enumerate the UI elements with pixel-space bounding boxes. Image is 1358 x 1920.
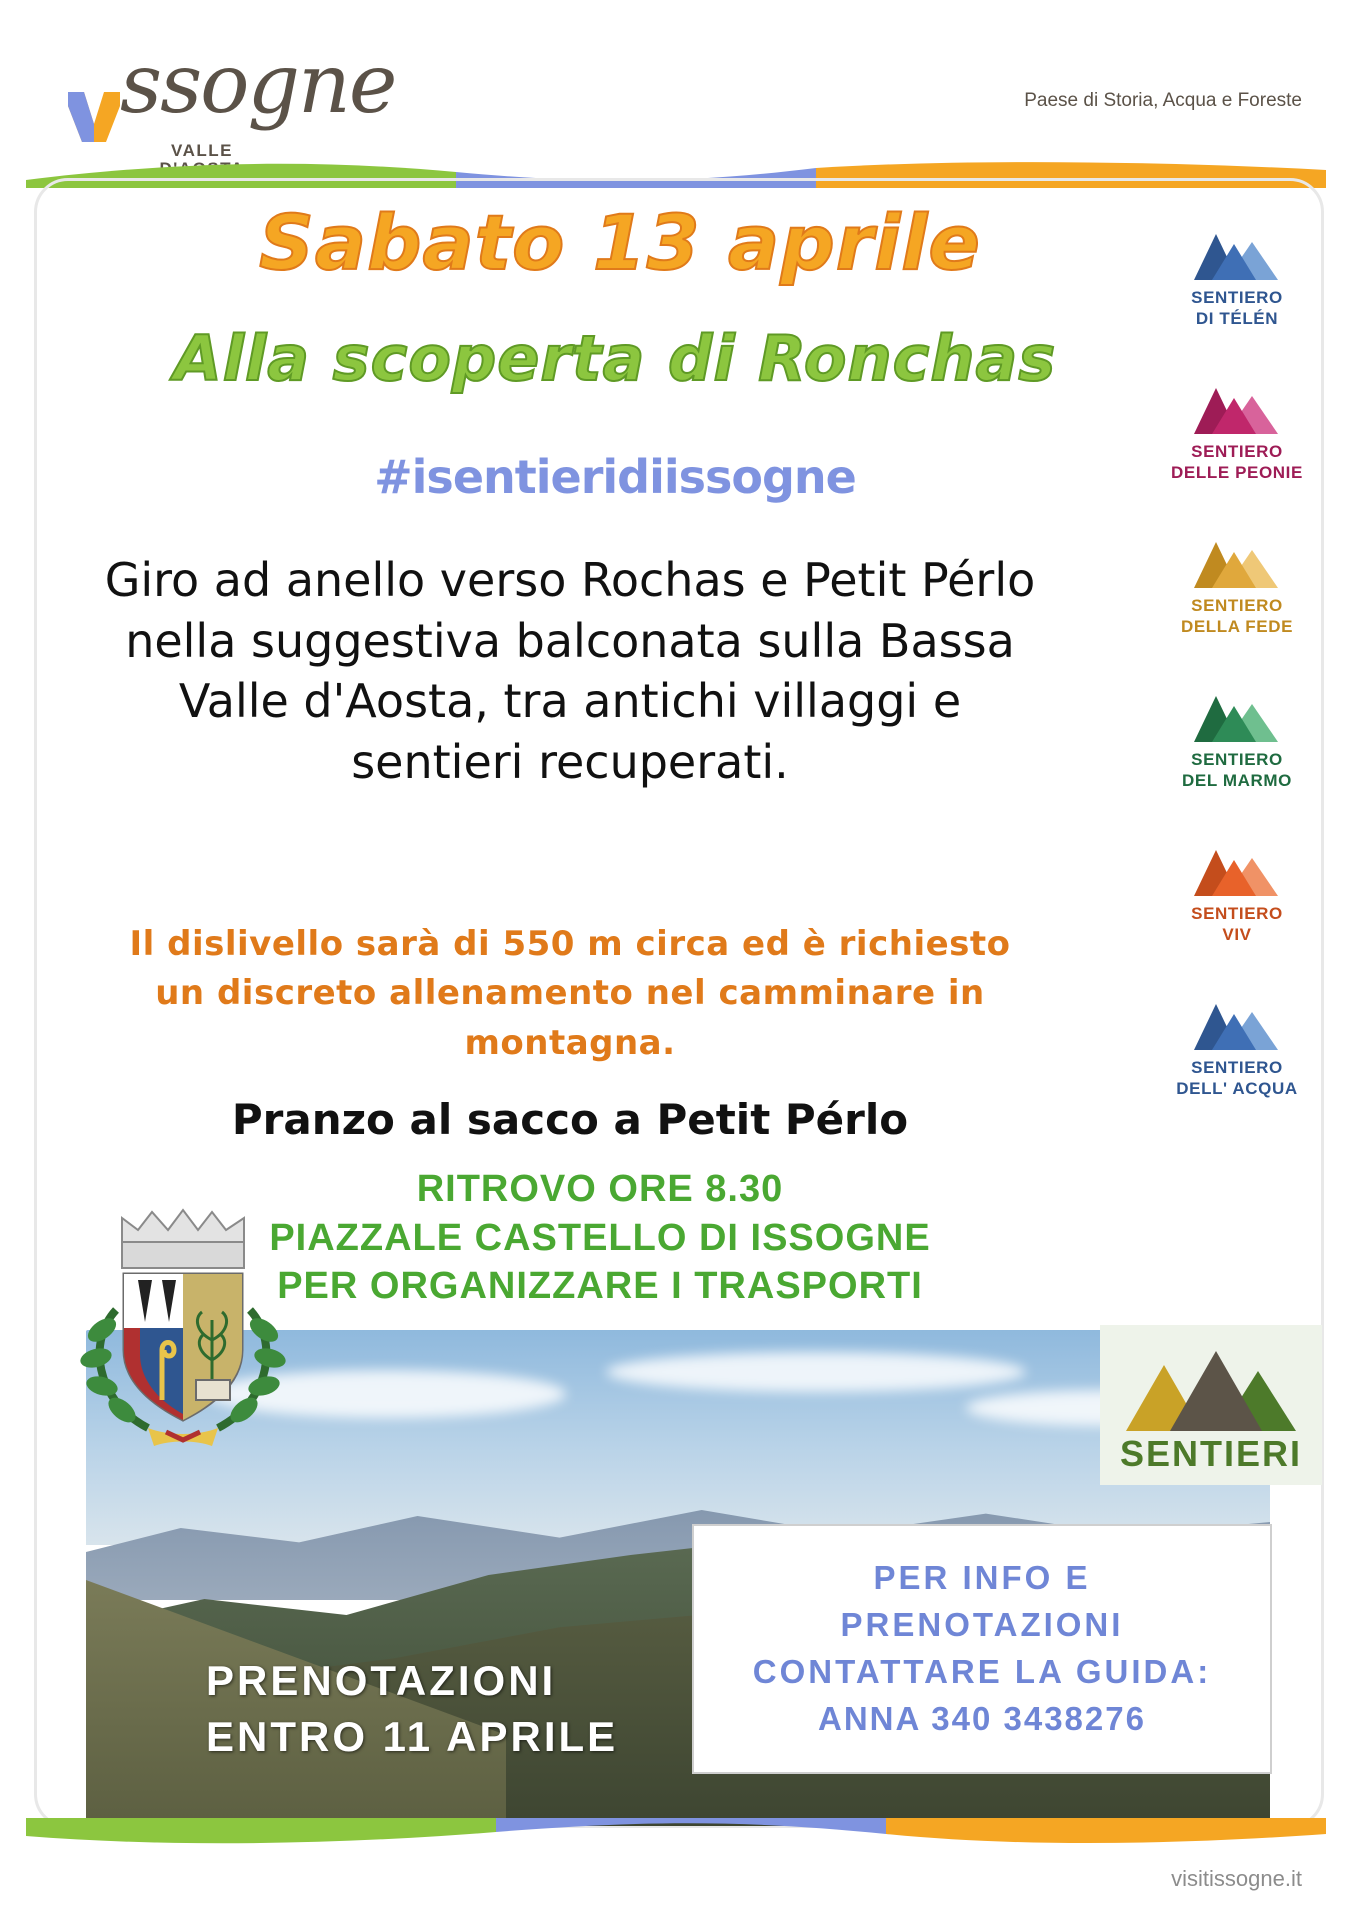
event-lunch-note: Pranzo al sacco a Petit Pérlo: [231, 1095, 909, 1144]
logo-subtitle-line1: VALLE: [171, 141, 233, 160]
mountain-icon: [1152, 220, 1322, 282]
mountain-icon: [1152, 990, 1322, 1052]
bottom-wave-divider: [26, 1818, 1326, 1848]
trail-badge-line1: SENTIERO: [1191, 288, 1283, 307]
trail-badge-line1: SENTIERO: [1191, 596, 1283, 615]
booking-deadline-line2: ENTRO 11 APRILE: [206, 1713, 619, 1761]
trail-badge-line1: SENTIERO: [1191, 904, 1283, 923]
mountain-icon: [1152, 682, 1322, 744]
logo-v-icon: [66, 90, 122, 144]
trail-badge: [1152, 836, 1322, 984]
header-tagline: Paese di Storia, Acqua e Foreste: [1024, 90, 1302, 111]
meeting-place: PIAZZALE CASTELLO DI ISSOGNE: [269, 1216, 931, 1259]
event-hashtag: #isentieridiissogne: [374, 450, 856, 504]
trail-badge-label: [1152, 750, 1322, 791]
issogne-coat-of-arms: [78, 1200, 288, 1450]
meeting-time: RITROVO ORE 8.30: [416, 1168, 784, 1210]
trail-badge-line1: SENTIERO: [1191, 442, 1283, 461]
booking-deadline-line1: PRENOTAZIONI: [206, 1656, 557, 1704]
contact-box: [692, 1524, 1272, 1774]
contact-line2: PRENOTAZIONI: [840, 1606, 1124, 1644]
contact-line3: CONTATTARE LA GUIDA:: [752, 1653, 1212, 1690]
trail-badges-list: [1152, 220, 1322, 1144]
trail-badge-label: [1152, 442, 1322, 483]
booking-deadline: [206, 1653, 618, 1766]
trail-badge-line1: SENTIERO: [1191, 750, 1283, 769]
contact-line1: PER INFO E: [873, 1559, 1091, 1597]
mountain-icon: [1152, 374, 1322, 436]
sentieri-brand-logo: [1100, 1325, 1322, 1485]
trail-badge-label: [1152, 288, 1322, 329]
photo-cloud: [606, 1352, 1026, 1392]
event-name-title: Alla scoperta di Ronchas: [173, 322, 1057, 395]
mountain-icon: [1152, 528, 1322, 590]
trail-badge-line1: SENTIERO: [1191, 1058, 1283, 1077]
trail-badge: [1152, 528, 1322, 676]
sentieri-brand-label: SENTIERI: [1119, 1433, 1303, 1474]
trail-badge-line2: VIV: [1222, 924, 1252, 944]
mountain-icon: [1152, 836, 1322, 898]
trail-badge-line2: DELL' ACQUA: [1176, 1078, 1298, 1098]
meeting-purpose: PER ORGANIZZARE I TRASPORTI: [277, 1265, 923, 1308]
trail-badge-line2: DELLE PEONIE: [1171, 462, 1303, 482]
trail-badge: [1152, 682, 1322, 830]
coat-of-arms-icon: [78, 1200, 288, 1450]
contact-text: [753, 1555, 1211, 1742]
event-date-title: Sabato 13 aprile: [259, 198, 981, 287]
trail-badge: [1152, 374, 1322, 522]
event-description: Giro ad anello verso Rochas e Petit Pérlo nella suggestiva balconata sulla Bassa Valle d'Aosta, tra antichi villaggi e sentieri recuperati.: [104, 553, 1036, 790]
poster-header: [0, 0, 1358, 180]
trail-badge-label: [1152, 1058, 1322, 1099]
trail-badge-line2: DI TÉLÉN: [1195, 308, 1279, 328]
trail-badge-label: [1152, 904, 1322, 945]
mountain-icon: [1100, 1325, 1322, 1433]
trail-badge: [1152, 220, 1322, 368]
trail-badge-line2: DELLA FEDE: [1180, 616, 1294, 636]
trail-badge: [1152, 990, 1322, 1138]
contact-phone[interactable]: ANNA 340 3438276: [818, 1699, 1146, 1737]
website-url[interactable]: visitissogne.it: [1171, 1866, 1302, 1891]
event-difficulty-note: Il dislivello sarà di 550 m circa ed è richiesto un discreto allenamento nel camminare in montagna.: [129, 924, 1011, 1063]
trail-badge-label: [1152, 596, 1322, 637]
trail-badge-line2: DEL MARMO: [1182, 770, 1292, 790]
issogne-logo: [60, 38, 480, 168]
logo-wordmark: ssogne: [120, 37, 396, 132]
